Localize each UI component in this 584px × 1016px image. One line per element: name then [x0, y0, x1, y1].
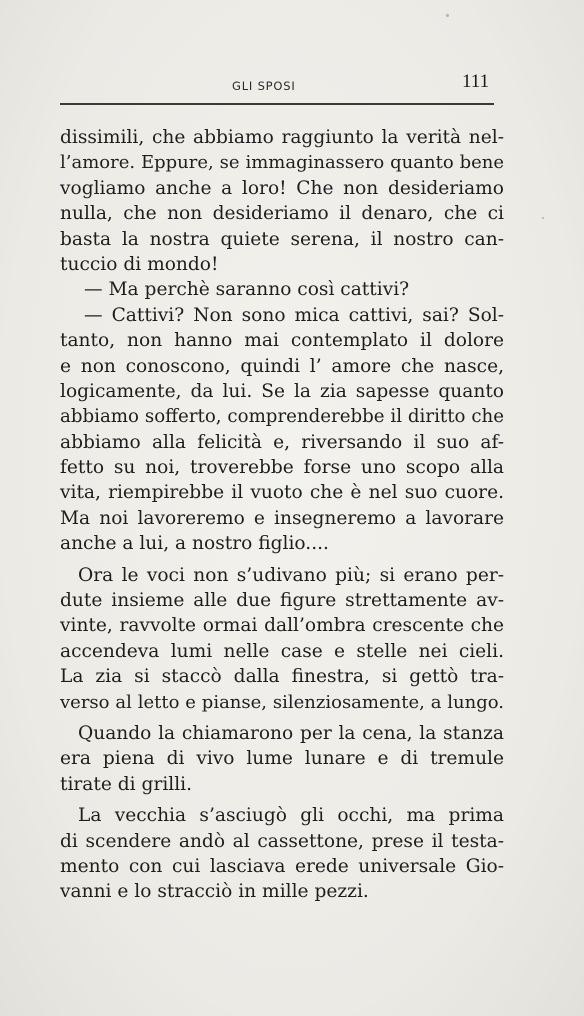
text-line: verso al letto e pianse, silenziosamente, a lungo.: [60, 691, 504, 713]
text-line: tanto, non hanno mai contemplato il dolore: [60, 330, 504, 352]
text-line: La vecchia s’asciugò gli occhi, ma prima: [78, 805, 504, 827]
text-line: Quando la chiamarono per la cena, la stanza: [78, 722, 504, 744]
text-line: vanni e lo stracciò in mille pezzi.: [60, 881, 369, 903]
text-line: dute insieme alle due figure strettamente av-: [60, 590, 504, 612]
text-line: Ma noi lavoreremo e insegneremo a lavorare: [60, 507, 504, 529]
paper-speck: [446, 14, 449, 17]
header-rule: [60, 103, 494, 105]
text-line: mento con cui lasciava erede universale Gio-: [60, 855, 504, 877]
text-line: e non conoscono, quindi l’ amore che nasce,: [60, 355, 504, 377]
text-line: dissimili, che abbiamo raggiunto la verità nel-: [60, 127, 504, 148]
text-line: tuccio di mondo!: [60, 253, 219, 275]
text-line: anche a lui, a nostro figlio....: [60, 533, 329, 555]
page-number: 111: [462, 71, 490, 92]
paper-speck: [542, 217, 544, 219]
running-title: GLI SPOSI: [232, 79, 296, 93]
text-line: vogliamo anche a loro! Che non desideriamo: [60, 177, 504, 199]
text-line: di scendere andò al cassettone, prese il testa-: [60, 830, 504, 852]
text-line: — Ma perchè saranno così cattivi?: [84, 279, 410, 301]
paragraph: [60, 277, 504, 302]
text-line: Ora le voci non s’udivano più; si erano per-: [78, 564, 504, 586]
text-line: vinte, ravvolte ormai dall’ombra crescente che: [60, 615, 504, 637]
text-line: l’amore. Eppure, se immaginassero quanto bene: [60, 152, 504, 174]
paragraph: [60, 303, 504, 557]
text-line: abbiamo sofferto, comprenderebbe il diritto che: [60, 406, 504, 428]
text-line: La zia si staccò dalla finestra, si gettò tra-: [60, 666, 504, 688]
text-line: vita, riempirebbe il vuoto che è nel suo cuore.: [60, 482, 504, 504]
paragraph: [60, 803, 504, 905]
text-line: — Cattivi? Non sono mica cattivi, sai? Sol-: [84, 304, 504, 326]
body-text: [60, 125, 504, 905]
paragraph: [60, 563, 504, 715]
text-line: fetto su noi, troverebbe forse uno scopo alla: [60, 457, 504, 479]
text-line: nulla, che non desideriamo il denaro, che ci: [60, 203, 504, 225]
text-line: abbiamo alla felicità e, riversando il suo af-: [60, 431, 504, 453]
paragraph: [60, 721, 504, 797]
text-line: tirate di grilli.: [60, 773, 193, 795]
paragraph: [60, 125, 504, 277]
text-line: logicamente, da lui. Se la zia sapesse quanto: [60, 380, 504, 402]
text-line: accendeva lumi nelle case e stelle nei cieli.: [60, 640, 504, 662]
text-line: era piena di vivo lume lunare e di tremule: [60, 748, 504, 770]
text-line: basta la nostra quiete serena, il nostro can-: [60, 228, 504, 250]
